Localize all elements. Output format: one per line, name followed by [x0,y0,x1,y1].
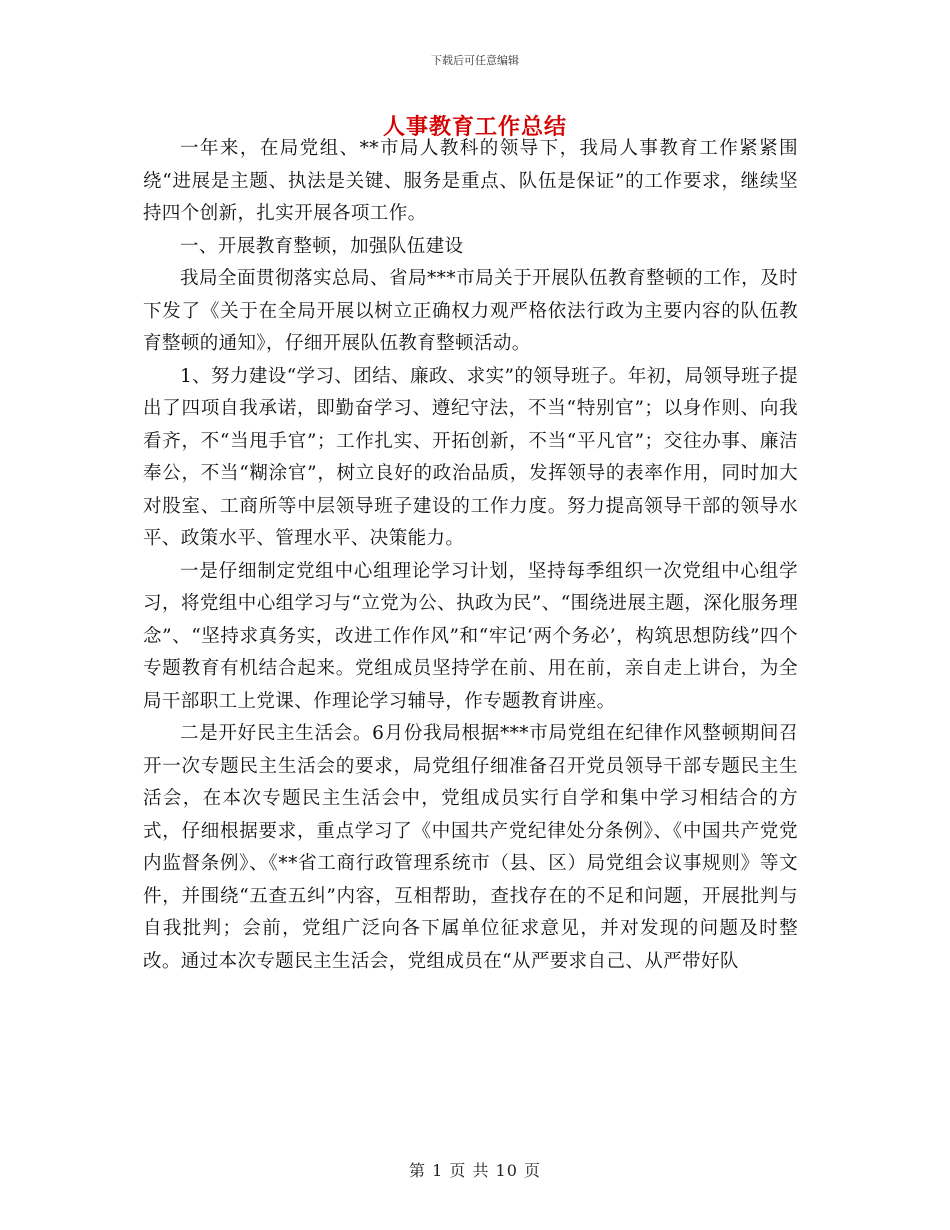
paragraph-intro: 一年来，在局党组、**市局人教科的领导下，我局人事教育工作紧紧围绕“进展是主题、执法是关键、服务是重点、队伍是保证”的工作要求，继续坚持四个创新，扎实开展各项工作。 [143,138,798,224]
page-header-note: 下载后可任意编辑 [431,54,519,67]
paragraph-study-plan: 一是仔细制定党组中心组理论学习计划，坚持每季组织一次党组中心组学习，将党组中心组学习与“立党为公、执政为民”、“围绕进展主题，深化服务理念”、“坚持求真务实，改进工作作风”和“牢记‘两个务必’，构筑思想防线”四个专题教育有机结合起来。党组成员坚持学在前、用在前，亲自走上讲台，为全局干部职工上党课、作理论学习辅导，作专题教育讲座。 [143,560,798,712]
paragraph-leadership: 1、努力建设“学习、团结、廉政、求实”的领导班子。年初，局领导班子提出了四项自我承诺，即勤奋学习、遵纪守法，不当“特别官”；以身作则、向我看齐，不“当甩手官”；工作扎实、开拓创新，不当“平凡官”；交往办事、廉洁奉公，不当“糊涂官”，树立良好的政治品质，发挥领导的表率作用，同时加大对股室、工商所等中层领导班子建设的工作力度。努力提高领导干部的领导水平、政策水平、管理水平、决策能力。 [143,365,798,549]
section-heading-1: 一、开展教育整顿，加强队伍建设 [180,235,464,257]
paragraph-rectification: 我局全面贯彻落实总局、省局***市局关于开展队伍教育整顿的工作，及时下发了《关于在全局开展以树立正确权力观严格依法行政为主要内容的队伍教育整顿的通知》，仔细开展队伍教育整顿活动。 [143,268,798,354]
paragraph-democratic-meeting: 二是开好民主生活会。6月份我局根据***市局党组在纪律作风整顿期间召开一次专题民主生活会的要求，局党组仔细准备召开党员领导干部专题民主生活会，在本次专题民主生活会中，党组成员实行自学和集中学习相结合的方式，仔细根据要求，重点学习了《中国共产党纪律处分条例》、《中国共产党党内监督条例》、《**省工商行政管理系统市（县、区）局党组会议事规则》等文件，并围绕“五查五纠”内容，互相帮助，查找存在的不足和问题，开展批判与自我批判；会前，党组广泛向各下属单位征求意见，并对发现的问题及时整改。通过本次专题民主生活会，党组成员在“从严要求自己、从严带好队 [143,723,798,972]
document-body [143,133,798,978]
page-number-footer: 第 1 页 共 10 页 [409,1161,541,1180]
document-title: 人事教育工作总结 [382,114,567,140]
